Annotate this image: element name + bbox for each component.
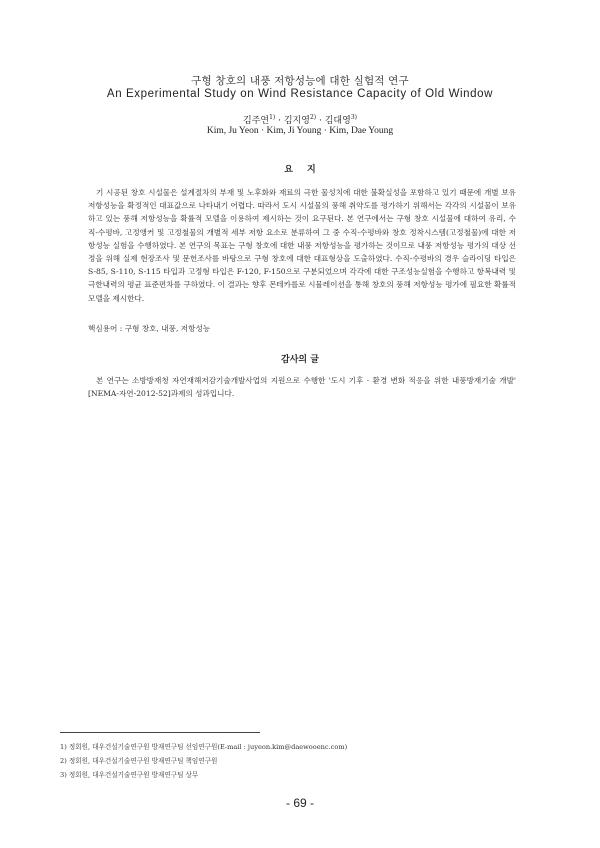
authors-korean [0, 113, 600, 126]
footnote-1: 1) 정회원, 대우건설기술연구원 방재연구팀 선임연구원(E-mail : juyeon.kim@daewooenc.com) [60, 743, 348, 751]
title-english: An Experimental Study on Wind Resistance Capacity of Old Window [106, 88, 494, 100]
footnote-3: 3) 정회원, 대우건설기술연구원 방재연구팀 상무 [60, 771, 199, 779]
footnote-2: 2) 정회원, 대우건설기술연구원 방재연구팀 책임연구원 [60, 757, 218, 765]
footnote-divider [60, 732, 260, 733]
acknowledgement-heading: 감사의 글 [281, 355, 319, 365]
author-name: 김주연 [243, 116, 270, 126]
author-footnote-mark: 3) [350, 114, 357, 121]
author-footnote-mark: 2) [309, 114, 317, 121]
author-name: 김대영 [324, 116, 351, 126]
keywords: 핵심용어 : 구형 창호, 내풍, 저항성능 [88, 324, 211, 333]
author-separator: · [275, 116, 284, 126]
author-name: 김지영 [283, 116, 310, 126]
abstract-heading: 요지 [284, 165, 330, 175]
footnotes [60, 740, 540, 782]
acknowledgement-text: 본 연구는 소방방재청 자연재해저감기술개발사업의 지원으로 수행한 '도시 기후 · 환경 변화 적응을 위한 내풍방재기술 개발' [NEMA-자연-2012-52]과제의 성과입니다. [88, 376, 516, 399]
author-separator: · [316, 116, 325, 126]
title-korean: 구형 창호의 내풍 저항성능에 대한 실험적 연구 [191, 75, 409, 87]
authors-english: Kim, Ju Yeon · Kim, Ji Young · Kim, Dae Young [206, 126, 394, 136]
author-footnote-mark: 1) [269, 114, 276, 121]
abstract-text: 기 시공된 창호 시설물은 설계절차의 부재 및 노후화와 재료의 극한 물성치에 대한 불확실성을 포함하고 있기 때문에 개별 보유저항성능을 확정적인 대표값으로 나타내기 어렵다. 따라서 도시 시설물의 풍해 취약도를 평가하기 위해서는 각각의 시설물이 보유하고 있는 풍해 저항성능을 확률적 모델을 이용하여 제시하는 것이 요구된다. 본 연구에서는 구형 창호 시설물에 대하여 유리, 수직-수평바, 고정앵커 및 고정철물의 개별적 세부 저항 요소로 분류하여 그 중 수직-수평바와 창호 정착시스템(고정철물)에 대한 저항성능 실험을 수행하였다. 본 연구의 목표는 구형 창호에 대한 내풍 저항성능을 평가하는 것이므로 내풍 저항성능 평가의 대상 선정을 위해 실제 현장조사 및 문헌조사를 바탕으로 구형 창호에 대한 대표형상을 도출하였다. 수직-수평바의 경우 슬라이딩 타입은 S-85, S-110, S-115 타입과 고정형 타입은 F-120, F-150으로 구분되었으며 각각에 대한 구조성능실험을 수행하고 항복내력 및 극한내력의 평균 표준편차를 구하였다. 이 결과는 향후 몬테카를로 시뮬레이션을 통해 창호의 풍해 저항성능 평가에 필요한 확률적 모델을 제시한다. [88, 188, 516, 303]
page-number: - 69 - [285, 796, 314, 810]
